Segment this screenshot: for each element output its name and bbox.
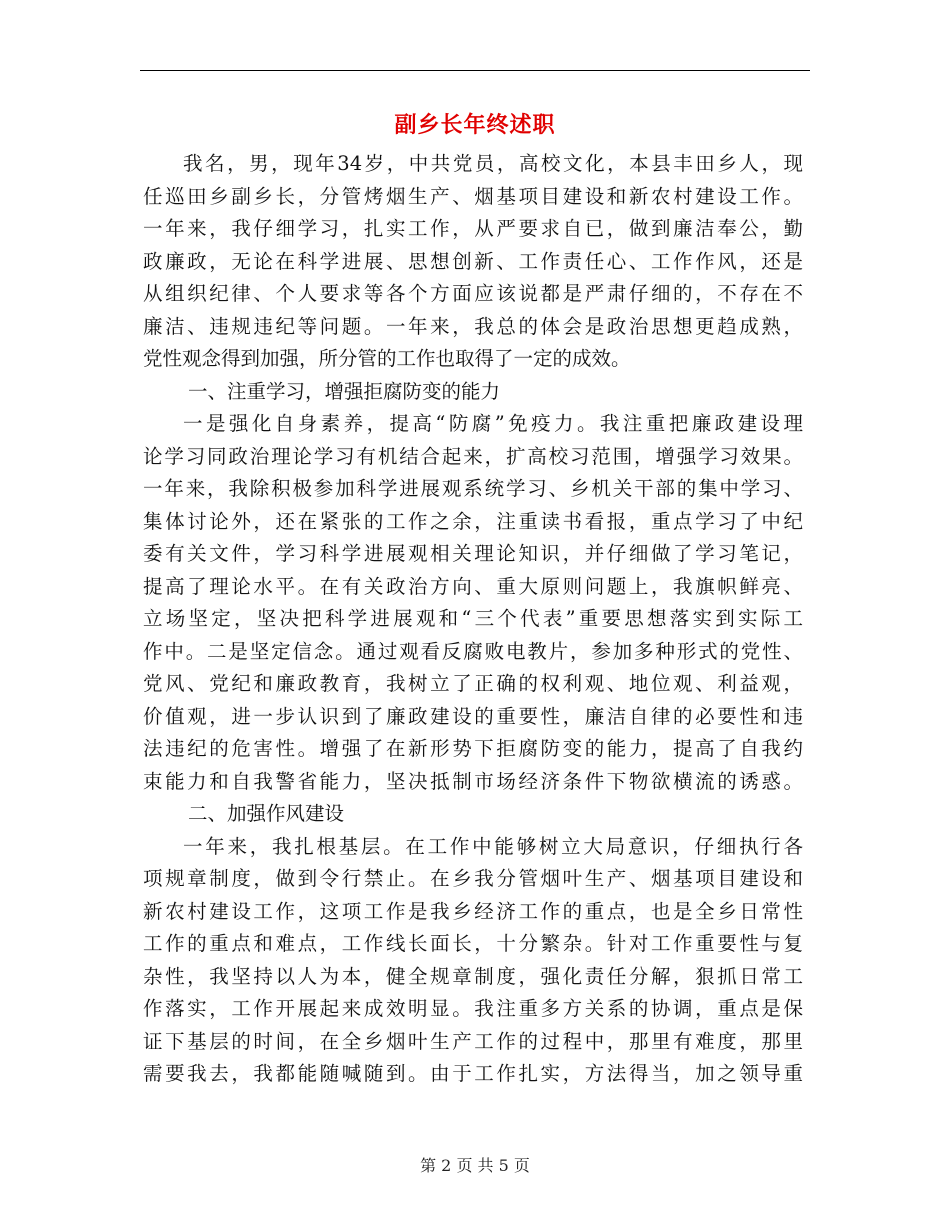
paragraph-line: 委有关文件，学习科学进展观相关理论知识，并仔细做了学习笔记，: [143, 542, 803, 565]
paragraph-line: 一是强化自身素养，提高“防腐”免疫力。我注重把廉政建设理: [183, 412, 803, 435]
paragraph-line: 一年来，我扎根基层。在工作中能够树立大局意识，仔细执行各: [183, 834, 803, 858]
paragraph-line: 一年来，我除积极参加科学进展观系统学习、乡机关干部的集中学习、: [143, 477, 803, 500]
paragraph-line: 从组织纪律、个人要求等各个方面应该说都是严肃仔细的，不存在不: [143, 282, 803, 305]
section-heading: 一、注重学习，增强拒腐防变的能力: [188, 379, 501, 403]
section-heading: 二、加强作风建设: [188, 802, 345, 825]
paragraph-line: 法违纪的危害性。增强了在新形势下拒腐防变的能力，提高了自我约: [143, 737, 803, 760]
paragraph-line: 证下基层的时间，在全乡烟叶生产工作的过程中，那里有难度，那里: [143, 1029, 803, 1053]
paragraph-line: 论学习同政治理论学习有机结合起来，扩高校习范围，增强学习效果。: [143, 444, 803, 468]
paragraph-line: 提高了理论水平。在有关政治方向、重大原则问题上，我旗帜鲜亮、: [143, 574, 803, 598]
paragraph-line: 任巡田乡副乡长，分管烤烟生产、烟基项目建设和新农村建设工作。: [143, 184, 803, 208]
paragraph-line: 作中。二是坚定信念。通过观看反腐败电教片，参加多种形式的党性、: [143, 639, 803, 663]
document-title: 副乡长年终述职: [394, 112, 556, 138]
paragraph-line: 杂性，我坚持以人为本，健全规章制度，强化责任分解，狠抓日常工: [143, 964, 803, 988]
paragraph-line: 价值观，进一步认识到了廉政建设的重要性，廉洁自律的必要性和违: [143, 704, 803, 728]
paragraph-line: 工作的重点和难点，工作线长面长，十分繁杂。针对工作重要性与复: [143, 932, 803, 955]
paragraph-line: 一年来，我仔细学习，扎实工作，从严要求自已，做到廉洁奉公，勤: [143, 217, 803, 240]
paragraph-line: 作落实，工作开展起来成效明显。我注重多方关系的协调，重点是保: [143, 997, 803, 1020]
paragraph-line: 我名，男，现年34岁，中共党员，高校文化，本县丰田乡人，现: [183, 152, 803, 175]
paragraph-line: 需要我去，我都能随喊随到。由于工作扎实，方法得当，加之领导重: [143, 1062, 803, 1085]
paragraph-line: 集体讨论外，还在紧张的工作之余，注重读书看报，重点学习了中纪: [143, 509, 803, 533]
paragraph-line: 束能力和自我警省能力，坚决抵制市场经济条件下物欲横流的诱惑。: [143, 769, 803, 793]
paragraph-line: 党风、党纪和廉政教育，我树立了正确的权利观、地位观、利益观，: [143, 672, 803, 695]
paragraph-line: 立场坚定，坚决把科学进展观和“三个代表”重要思想落实到实际工: [143, 607, 803, 630]
paragraph-line: 项规章制度，做到令行禁止。在乡我分管烟叶生产、烟基项目建设和: [143, 867, 803, 890]
document-body: [143, 148, 803, 1091]
paragraph-line: 党性观念得到加强，所分管的工作也取得了一定的成效。: [143, 347, 631, 370]
paragraph-line: 新农村建设工作，这项工作是我乡经济工作的重点，也是全乡日常性: [143, 899, 803, 923]
page-number: 第 2 页 共 5 页: [420, 1156, 530, 1175]
header-rule: [140, 70, 810, 71]
paragraph-line: 政廉政，无论在科学进展、思想创新、工作责任心、工作作风，还是: [143, 249, 803, 273]
paragraph-line: 廉洁、违规违纪等问题。一年来，我总的体会是政治思想更趋成熟，: [143, 314, 803, 338]
